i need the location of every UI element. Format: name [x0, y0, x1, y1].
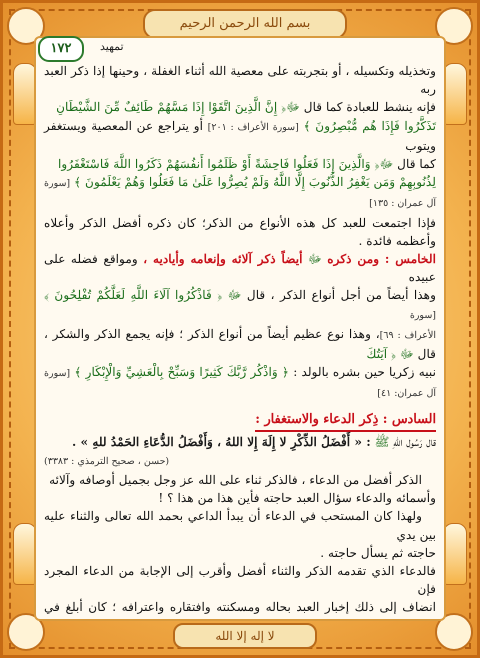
honorific-glyph: ﷻ [286, 100, 300, 115]
section-5-title: الخامس : ومن ذكره [327, 252, 436, 267]
honorific-glyph: ﷺ [374, 434, 390, 449]
body-line: فالدعاء الذي تقدمه الذكر والثناء أفضل وأقرب إلى الإجابة من الدعاء المجرد فإن [44, 564, 436, 597]
verse-reference: [سورة آل عمران : ١٣٥] [44, 178, 436, 210]
honorific-glyph: ﷻ [379, 157, 394, 172]
body-line [44, 325, 436, 363]
page-content [34, 36, 446, 621]
body-line: فإذا اجتمعت للعبد كل هذه الأنواع من الذكر؛ كان ذكره أفضل الذكر وأعلاه وأعظمه فائدة . [44, 215, 436, 248]
text-span: أو يتراجع عن المعصية ويستغفر ويتوب [44, 118, 436, 153]
body-line: وتخذيله وتكسيله ، أو بتجربته على معصية الله أثناء الغفلة ، وحينها إذا ذكر العبد ربه [44, 64, 436, 97]
text-span: قال رَسُول اللهِ [389, 434, 436, 449]
body-line [44, 363, 436, 403]
honorific-glyph: ﷻ [399, 347, 414, 362]
verse-reference: [سورة الأعراف : ٢٠١] [207, 121, 299, 133]
quran-verse: ﴿ وَاذْكُر رَّبَّكَ كَثِيرًا وَسَبِّحْ بِالْعَشِيِّ وَالْإِبْكَارِ ﴾ [74, 365, 290, 380]
quran-verse: ﴿ وَالَّذِينَ إِذَا فَعَلُوا فَاحِشَةً أَوْ ظَلَمُوا أَنفُسَهُمْ ذَكَرُوا اللَّهَ فَاسْتَغْفَرُوا [57, 157, 380, 172]
quran-verse: ﴿ إِنَّ الَّذِينَ اتَّقَوْا إِذَا مَسَّهُمْ طَائِفٌ مِّنَ الشَّيْطَانِ [56, 100, 287, 115]
text-span: نبيه زكريا حين بشره بالولد : [289, 365, 437, 380]
lantern-icon [443, 523, 467, 585]
text-span: كما قال [393, 157, 436, 172]
body-line [44, 433, 436, 451]
section-5-line [44, 250, 436, 286]
hadith-text: : « أَفْضَلُ الذِّكْرِ لا إِلَهَ إِلا اللهُ ، وَأَفْضَلُ الدُّعَاءِ الحَمْدُ للهِ » . [72, 434, 371, 449]
body-line: وأسمائه والدعاء سؤال العبد حاجته فأين هذا من هذا ؟ ! [158, 491, 436, 506]
body-line: انضاف إلى ذلك إخبار العبد بحاله ومسكنته وافتقاره واعترافه ؛ كان أبلغ في [44, 600, 436, 615]
body-line: الذكر أفضل من الدعاء ، فالذكر ثناء على الله عز وجل بجميل أوصافه وآلائه [49, 473, 422, 488]
body-line [44, 173, 436, 213]
body-line [44, 155, 436, 173]
section-6-title: السادس : ذِكر الدعاء والاستغفار : [255, 410, 436, 432]
hadith-reference-line [44, 451, 436, 471]
body-line [44, 117, 436, 155]
body-line [44, 286, 436, 324]
quran-verse: لِذُنُوبِهِمْ وَمَن يَغْفِرُ الذُّنُوبَ إِلَّا اللَّهُ وَلَمْ يُصِرُّوا عَلَىٰ مَا فَعَلُوا وَهُمْ يَعْلَمُونَ ﴾ [74, 175, 436, 190]
spacer [44, 404, 436, 408]
page-number: ١٧٢ [38, 36, 84, 62]
text-span: ومواقع فضله على عبيده [44, 252, 436, 285]
text-span: فإنه ينشط للعبادة كما قال [299, 100, 436, 115]
verse-reference: [سورة آل عمران: ٤١] [44, 368, 436, 400]
hadith-reference: (حسن ، صحيح الترمذي : ٣٣٨٣) [44, 455, 170, 467]
text-span: ، وهذا نوع عظيم أيضاً من أنواع الذكر ؛ فإنه يجمع الذكر والشكر ، قال [44, 326, 436, 362]
quran-verse: ﴿ فَاذْكُرُوا آلَاءَ اللَّهِ لَعَلَّكُمْ تُفْلِحُونَ ﴾ [44, 288, 223, 303]
text-span: وهذا أيضاً من أجل أنواع الذكر ، قال [241, 288, 436, 303]
verse-reference: [سورة [409, 309, 436, 321]
body-line: ولهذا كان المستحب في الدعاء أن يبدأ الداعي بحمد الله تعالى والثناء عليه بين يدي [44, 509, 436, 542]
honorific-glyph: ﷻ [227, 288, 242, 303]
quran-verse: ﴿ آيَتُكَ [366, 347, 397, 362]
verse-reference: الأعراف : ٦٩] [379, 329, 436, 341]
quran-verse: تَذَكَّرُوا فَإِذَا هُم مُّبْصِرُونَ ﴾ [303, 118, 437, 133]
honorific-glyph: ﷻ [308, 252, 322, 267]
shahada-banner: لا إله إلا الله [173, 623, 317, 649]
basmala-banner: بسم الله الرحمن الرحيم [143, 9, 347, 39]
chapter-tag: تمهيد [100, 40, 124, 53]
body-line: حاجته ثم يسأل حاجته . [320, 545, 436, 560]
section-5-title-cont: أيضاً ذكر آلائه وإنعامه وأياديه ، [143, 252, 303, 267]
body-line [44, 98, 436, 116]
lantern-icon [443, 63, 467, 125]
